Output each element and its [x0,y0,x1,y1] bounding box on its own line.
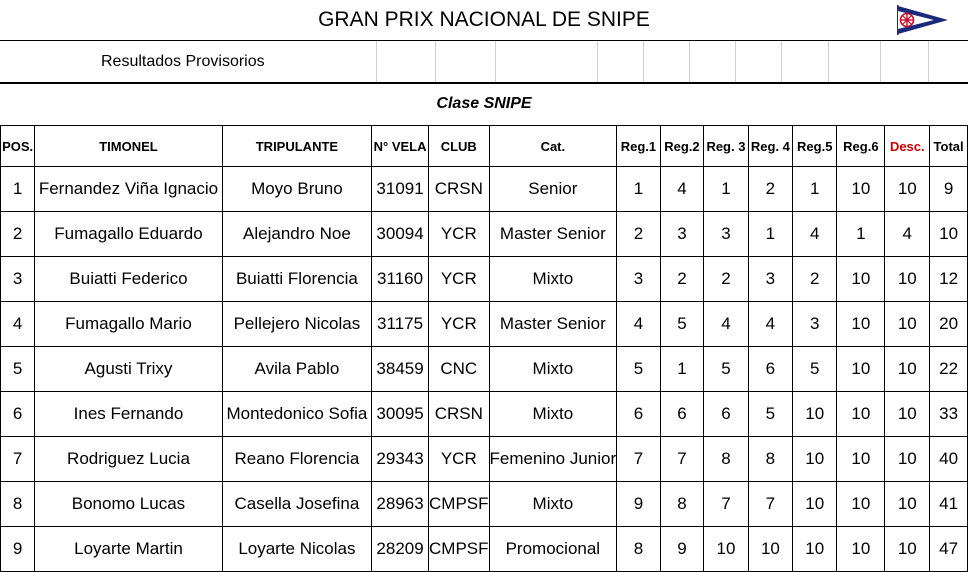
cell-reg3: 1 [704,167,748,212]
cell-reg2: 3 [660,212,704,257]
cell-reg3: 5 [704,347,748,392]
cell-pos: 8 [1,482,35,527]
cell-reg5: 1 [793,167,837,212]
cell-timonel: Fumagallo Mario [35,302,222,347]
header-club: CLUB [429,126,490,167]
cell-reg3: 3 [704,212,748,257]
header-timonel: TIMONEL [35,126,222,167]
grid-line [376,41,377,82]
cell-pos: 2 [1,212,35,257]
cell-reg3: 10 [704,527,748,572]
cell-total: 47 [930,527,968,572]
cell-reg1: 1 [617,167,661,212]
cell-reg3: 8 [704,437,748,482]
grid-line [597,41,598,82]
grid-line [689,41,690,82]
table-row [1,212,968,257]
cell-club: CMPSF [429,527,490,572]
grid-line [781,41,782,82]
cell-reg3: 7 [704,482,748,527]
cell-reg5: 5 [793,347,837,392]
cell-cat: Femenino Junior [489,437,617,482]
cell-reg6: 10 [837,527,885,572]
cell-reg4: 7 [748,482,792,527]
cell-reg2: 8 [660,482,704,527]
cell-cat: Mixto [489,482,617,527]
cell-vela: 38459 [372,347,429,392]
cell-reg4: 6 [748,347,792,392]
cell-vela: 30094 [372,212,429,257]
cell-total: 22 [930,347,968,392]
cell-cat: Promocional [489,527,617,572]
cell-reg5: 2 [793,257,837,302]
header-reg2: Reg.2 [660,126,704,167]
cell-vela: 30095 [372,392,429,437]
cell-reg1: 9 [617,482,661,527]
cell-reg3: 4 [704,302,748,347]
header-tripulante: TRIPULANTE [222,126,371,167]
results-table [0,125,968,572]
table-row [1,167,968,212]
cell-desc: 10 [885,482,930,527]
cell-total: 33 [930,392,968,437]
cell-club: YCR [429,212,490,257]
cell-reg1: 8 [617,527,661,572]
cell-timonel: Loyarte Martin [35,527,222,572]
grid-line [928,41,929,82]
header-row [1,126,968,167]
cell-reg1: 4 [617,302,661,347]
cell-pos: 1 [1,167,35,212]
table-row [1,392,968,437]
cell-pos: 6 [1,392,35,437]
cell-club: YCR [429,437,490,482]
cell-reg4: 8 [748,437,792,482]
table-row [1,527,968,572]
cell-reg6: 10 [837,167,885,212]
class-row [0,84,968,125]
table-row [1,437,968,482]
cell-reg5: 4 [793,212,837,257]
header-reg4: Reg. 4 [748,126,792,167]
grid-line [643,41,644,82]
grid-line [735,41,736,82]
cell-reg2: 7 [660,437,704,482]
cell-pos: 3 [1,257,35,302]
cell-reg5: 10 [793,482,837,527]
cell-reg3: 2 [704,257,748,302]
grid-line [495,41,496,82]
cell-desc: 10 [885,167,930,212]
cell-pos: 9 [1,527,35,572]
cell-reg2: 6 [660,392,704,437]
cell-reg2: 5 [660,302,704,347]
cell-desc: 10 [885,392,930,437]
cell-reg6: 10 [837,257,885,302]
cell-reg4: 10 [748,527,792,572]
cell-tripulante: Moyo Bruno [222,167,371,212]
cell-pos: 7 [1,437,35,482]
cell-reg6: 10 [837,347,885,392]
cell-timonel: Buiatti Federico [35,257,222,302]
cell-reg5: 10 [793,392,837,437]
cell-total: 10 [930,212,968,257]
header-reg6: Reg.6 [837,126,885,167]
cell-vela: 31160 [372,257,429,302]
cell-vela: 28209 [372,527,429,572]
page-title: GRAN PRIX NACIONAL DE SNIPE [318,8,650,31]
cell-club: CRSN [429,392,490,437]
title-row [0,0,968,40]
subtitle: Resultados Provisorios [101,53,265,70]
cell-cat: Senior [489,167,617,212]
cell-desc: 10 [885,257,930,302]
cell-tripulante: Loyarte Nicolas [222,527,371,572]
cell-reg6: 10 [837,437,885,482]
cell-pos: 4 [1,302,35,347]
cell-vela: 31091 [372,167,429,212]
cell-total: 9 [930,167,968,212]
cell-reg3: 6 [704,392,748,437]
cell-desc: 10 [885,302,930,347]
grid-line [828,41,829,82]
cell-cat: Master Senior [489,212,617,257]
cell-reg1: 2 [617,212,661,257]
cell-club: CRSN [429,167,490,212]
grid-line [880,41,881,82]
cell-desc: 10 [885,437,930,482]
cell-vela: 31175 [372,302,429,347]
cell-pos: 5 [1,347,35,392]
cell-tripulante: Pellejero Nicolas [222,302,371,347]
cell-timonel: Ines Fernando [35,392,222,437]
header-reg1: Reg.1 [617,126,661,167]
cell-desc: 10 [885,527,930,572]
table-row [1,302,968,347]
cell-reg2: 9 [660,527,704,572]
cell-reg4: 3 [748,257,792,302]
table-row [1,482,968,527]
cell-reg6: 10 [837,392,885,437]
cell-timonel: Fernandez Viña Ignacio [35,167,222,212]
cell-reg2: 2 [660,257,704,302]
cell-tripulante: Avila Pablo [222,347,371,392]
cell-reg5: 3 [793,302,837,347]
grid-line [435,41,436,82]
club-burgee-flag-icon [894,3,950,37]
cell-cat: Mixto [489,257,617,302]
cell-reg2: 4 [660,167,704,212]
table-row [1,257,968,302]
cell-tripulante: Reano Florencia [222,437,371,482]
cell-timonel: Rodriguez Lucia [35,437,222,482]
header-cat: Cat. [489,126,617,167]
cell-tripulante: Casella Josefina [222,482,371,527]
cell-timonel: Bonomo Lucas [35,482,222,527]
subtitle-row [0,41,968,82]
header-vela: N° VELA [372,126,429,167]
cell-tripulante: Buiatti Florencia [222,257,371,302]
cell-vela: 29343 [372,437,429,482]
cell-cat: Master Senior [489,302,617,347]
cell-timonel: Fumagallo Eduardo [35,212,222,257]
cell-total: 12 [930,257,968,302]
cell-tripulante: Montedonico Sofia [222,392,371,437]
cell-reg1: 7 [617,437,661,482]
header-desc: Desc. [885,126,930,167]
cell-reg4: 4 [748,302,792,347]
cell-reg4: 1 [748,212,792,257]
cell-total: 41 [930,482,968,527]
cell-reg1: 6 [617,392,661,437]
header-reg5: Reg.5 [793,126,837,167]
cell-reg2: 1 [660,347,704,392]
cell-vela: 28963 [372,482,429,527]
cell-reg6: 10 [837,302,885,347]
header-total: Total [930,126,968,167]
table-row [1,347,968,392]
cell-club: YCR [429,302,490,347]
cell-reg1: 5 [617,347,661,392]
class-label: Clase SNIPE [436,95,532,112]
header-pos: POS. [1,126,35,167]
cell-timonel: Agusti Trixy [35,347,222,392]
cell-reg4: 5 [748,392,792,437]
cell-reg6: 10 [837,482,885,527]
cell-reg5: 10 [793,527,837,572]
cell-reg1: 3 [617,257,661,302]
cell-desc: 10 [885,347,930,392]
cell-reg4: 2 [748,167,792,212]
cell-reg5: 10 [793,437,837,482]
cell-desc: 4 [885,212,930,257]
cell-total: 20 [930,302,968,347]
header-reg3: Reg. 3 [704,126,748,167]
cell-cat: Mixto [489,347,617,392]
cell-tripulante: Alejandro Noe [222,212,371,257]
cell-total: 40 [930,437,968,482]
cell-club: YCR [429,257,490,302]
cell-club: CNC [429,347,490,392]
cell-reg6: 1 [837,212,885,257]
cell-cat: Mixto [489,392,617,437]
cell-club: CMPSF [429,482,490,527]
